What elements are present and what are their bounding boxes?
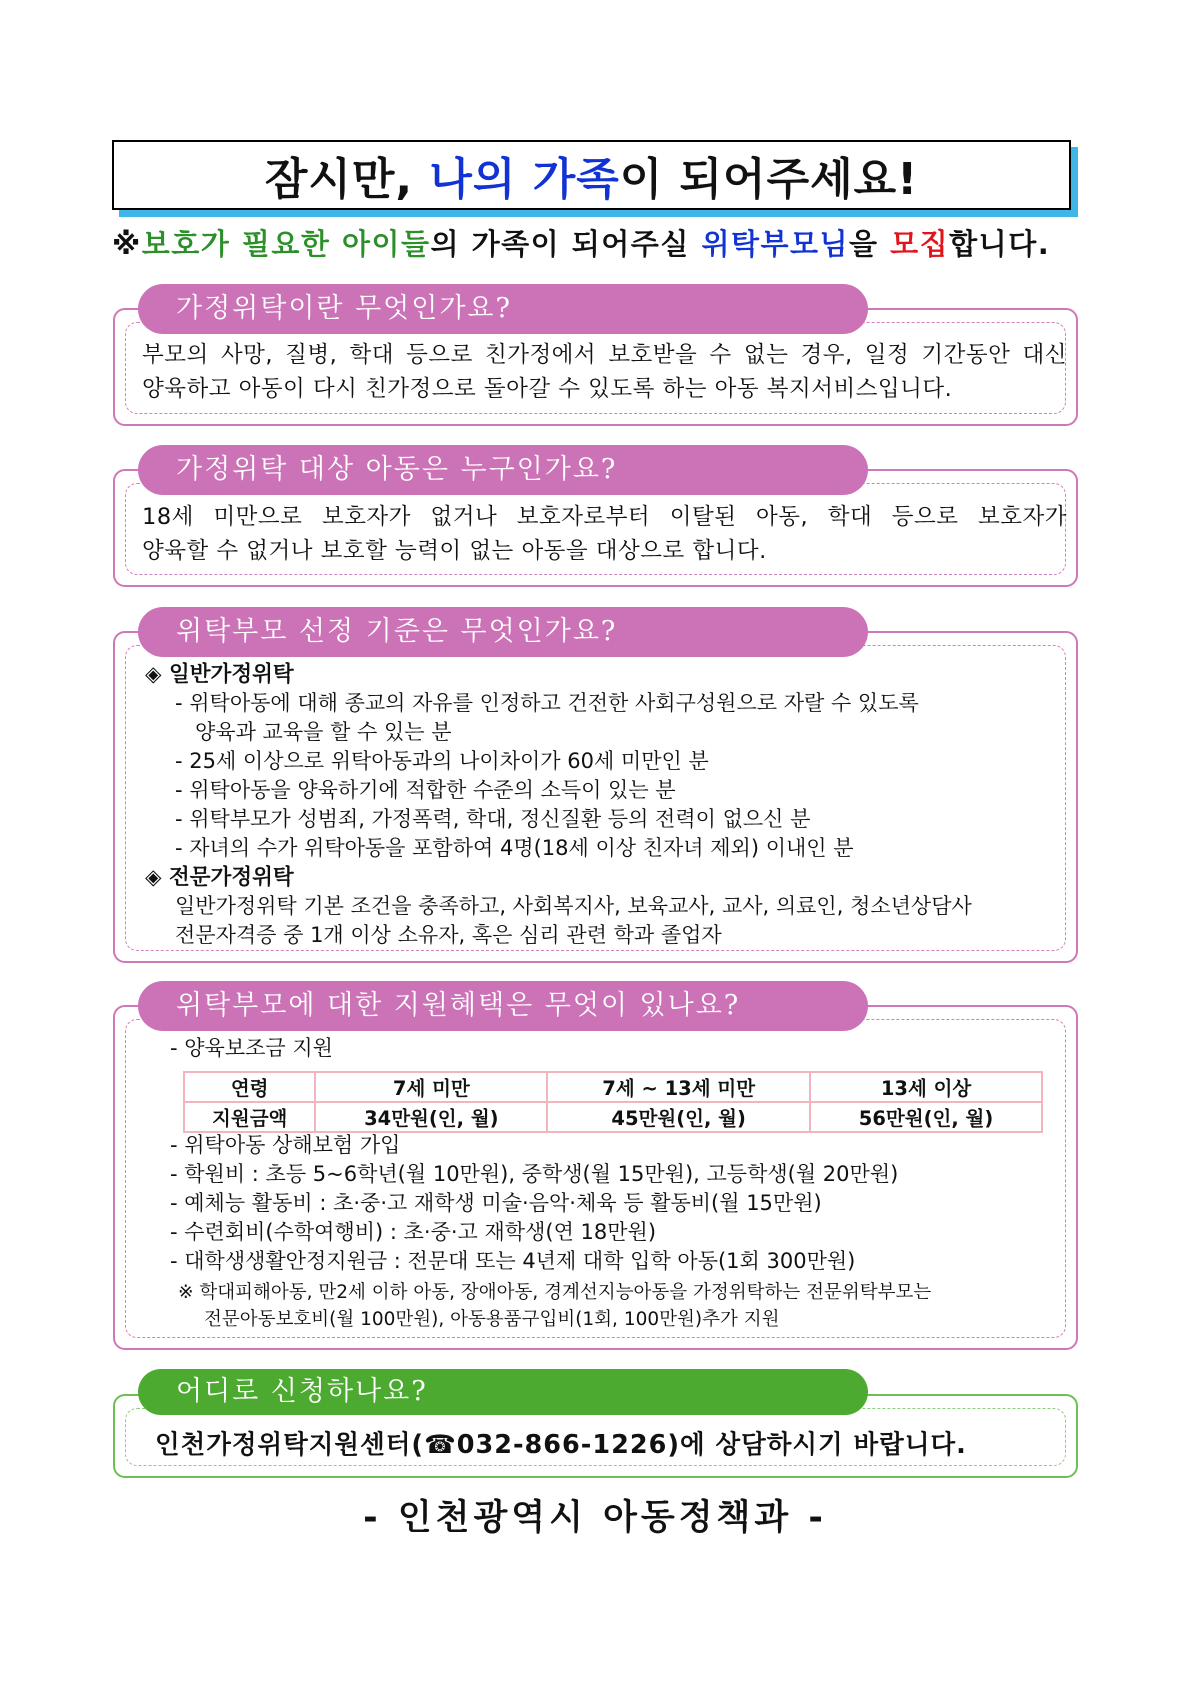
subtitle-green: 보호가 필요한 아이들 xyxy=(141,227,431,261)
subtitle-text-3: 합니다. xyxy=(949,227,1051,261)
page-title xyxy=(265,143,918,207)
table-cell: 45만원(인, 월) xyxy=(547,1102,810,1132)
subtitle-red: 모집 xyxy=(890,227,950,261)
table-cell: 7세 미만 xyxy=(315,1072,547,1102)
support-note xyxy=(178,1279,931,1333)
apply-contact: 인천가정위탁지원센터(☎032-866-1226)에 상담하시기 바랍니다. xyxy=(155,1430,967,1460)
table-cell: 7세 ~ 13세 미만 xyxy=(547,1072,810,1102)
support-intro-text: - 양육보조금 지원 xyxy=(170,1036,333,1060)
special-foster-title: ◈ 전문가정위탁 xyxy=(145,865,294,890)
table-cell: 연령 xyxy=(184,1072,315,1102)
section-what-body xyxy=(142,338,1067,406)
support-note-line-2: 전문아동보호비(월 100만원), 아동용품구입비(1회, 100만원)추가 지원 xyxy=(204,1309,780,1330)
title-box xyxy=(112,140,1071,210)
section-support-heading: 위탁부모에 대한 지원혜택은 무엇이 있나요? xyxy=(138,981,868,1031)
title-part-3: 이 되어주세요! xyxy=(619,154,919,205)
special-criteria-item: 전문자격증 중 1개 이상 소유자, 혹은 심리 관련 학과 졸업자 xyxy=(175,923,722,947)
table-cell: 13세 이상 xyxy=(810,1072,1042,1102)
table-row xyxy=(184,1102,1042,1132)
section-target-body xyxy=(142,500,1067,568)
support-list xyxy=(170,1131,898,1276)
section-target-heading: 가정위탁 대상 아동은 누구인가요? xyxy=(138,445,868,495)
section-target-line-1: 18세 미만으로 보호자가 없거나 보호자로부터 이탈된 아동, 학대 등으로 보호자가 xyxy=(142,504,1067,530)
table-cell: 지원금액 xyxy=(184,1102,315,1132)
subtitle xyxy=(112,222,1072,263)
section-what-line-1: 부모의 사망, 질병, 학대 등으로 친가정에서 보호받을 수 없는 경우, 일정 기간동안 대신 xyxy=(142,342,1067,368)
general-foster-title: ◈ 일반가정위탁 xyxy=(145,662,294,687)
support-item: - 수련회비(수학여행비) : 초·중·고 재학생(연 18만원) xyxy=(170,1220,657,1244)
general-criteria-item: - 위탁아동에 대해 종교의 자유를 인정하고 건전한 사회구성원으로 자랄 수 있도록 xyxy=(175,691,919,715)
section-apply-heading: 어디로 신청하나요? xyxy=(138,1369,868,1415)
subtitle-blue: 위탁부모님 xyxy=(701,227,850,261)
general-criteria-item: - 자녀의 수가 위탁아동을 포함하여 4명(18세 이상 친자녀 제외) 이내인 분 xyxy=(175,836,854,860)
footer-department: - 인천광역시 아동정책과 - xyxy=(363,1498,827,1538)
support-item: - 학원비 : 초등 5~6학년(월 10만원), 중학생(월 15만원), 고등학생(월 20만원) xyxy=(170,1162,899,1186)
support-item: - 위탁아동 상해보험 가입 xyxy=(170,1133,401,1157)
support-note-line-1: ※ 학대피해아동, 만2세 이하 아동, 장애아동, 경계선지능아동을 가정위탁하는 전문위탁부모는 xyxy=(178,1282,932,1303)
general-criteria-item: - 25세 이상으로 위탁아동과의 나이차이가 60세 미만인 분 xyxy=(175,749,709,773)
section-what-line-2: 양육하고 아동이 다시 친가정으로 돌아갈 수 있도록 하는 아동 복지서비스입니다. xyxy=(142,376,953,402)
section-what-heading: 가정위탁이란 무엇인가요? xyxy=(138,284,868,334)
general-criteria-item: - 위탁아동을 양육하기에 적합한 수준의 소득이 있는 분 xyxy=(175,778,676,802)
subtitle-text-1: 의 가족이 되어주실 xyxy=(430,227,702,261)
support-item: - 대학생생활안정지원금 : 전문대 또는 4년제 대학 입학 아동(1회 300만원) xyxy=(170,1249,856,1273)
special-criteria-item: 일반가정위탁 기본 조건을 충족하고, 사회복지사, 보육교사, 교사, 의료인, 청소년상담사 xyxy=(175,894,972,918)
table-cell: 56만원(인, 월) xyxy=(810,1102,1042,1132)
criteria-list xyxy=(145,660,972,950)
section-criteria-heading: 위탁부모 선정 기준은 무엇인가요? xyxy=(138,607,868,657)
support-item: - 예체능 활동비 : 초·중·고 재학생 미술·음악·체육 등 활동비(월 15만원) xyxy=(170,1191,822,1215)
section-target-line-2: 양육할 수 없거나 보호할 능력이 없는 아동을 대상으로 합니다. xyxy=(142,538,767,564)
subtitle-text-2: 을 xyxy=(849,227,891,261)
title-part-1: 잠시만, xyxy=(264,154,430,205)
support-intro xyxy=(170,1034,333,1063)
subtitle-mark: ※ xyxy=(112,227,142,261)
table-cell: 34만원(인, 월) xyxy=(315,1102,547,1132)
title-highlight: 나의 가족 xyxy=(429,154,620,205)
general-criteria-item: - 위탁부모가 성범죄, 가정폭력, 학대, 정신질환 등의 전력이 없으신 분 xyxy=(175,807,811,831)
table-row xyxy=(184,1072,1042,1102)
support-amount-table xyxy=(183,1071,1043,1133)
general-criteria-item: 양육과 교육을 할 수 있는 분 xyxy=(195,720,452,744)
